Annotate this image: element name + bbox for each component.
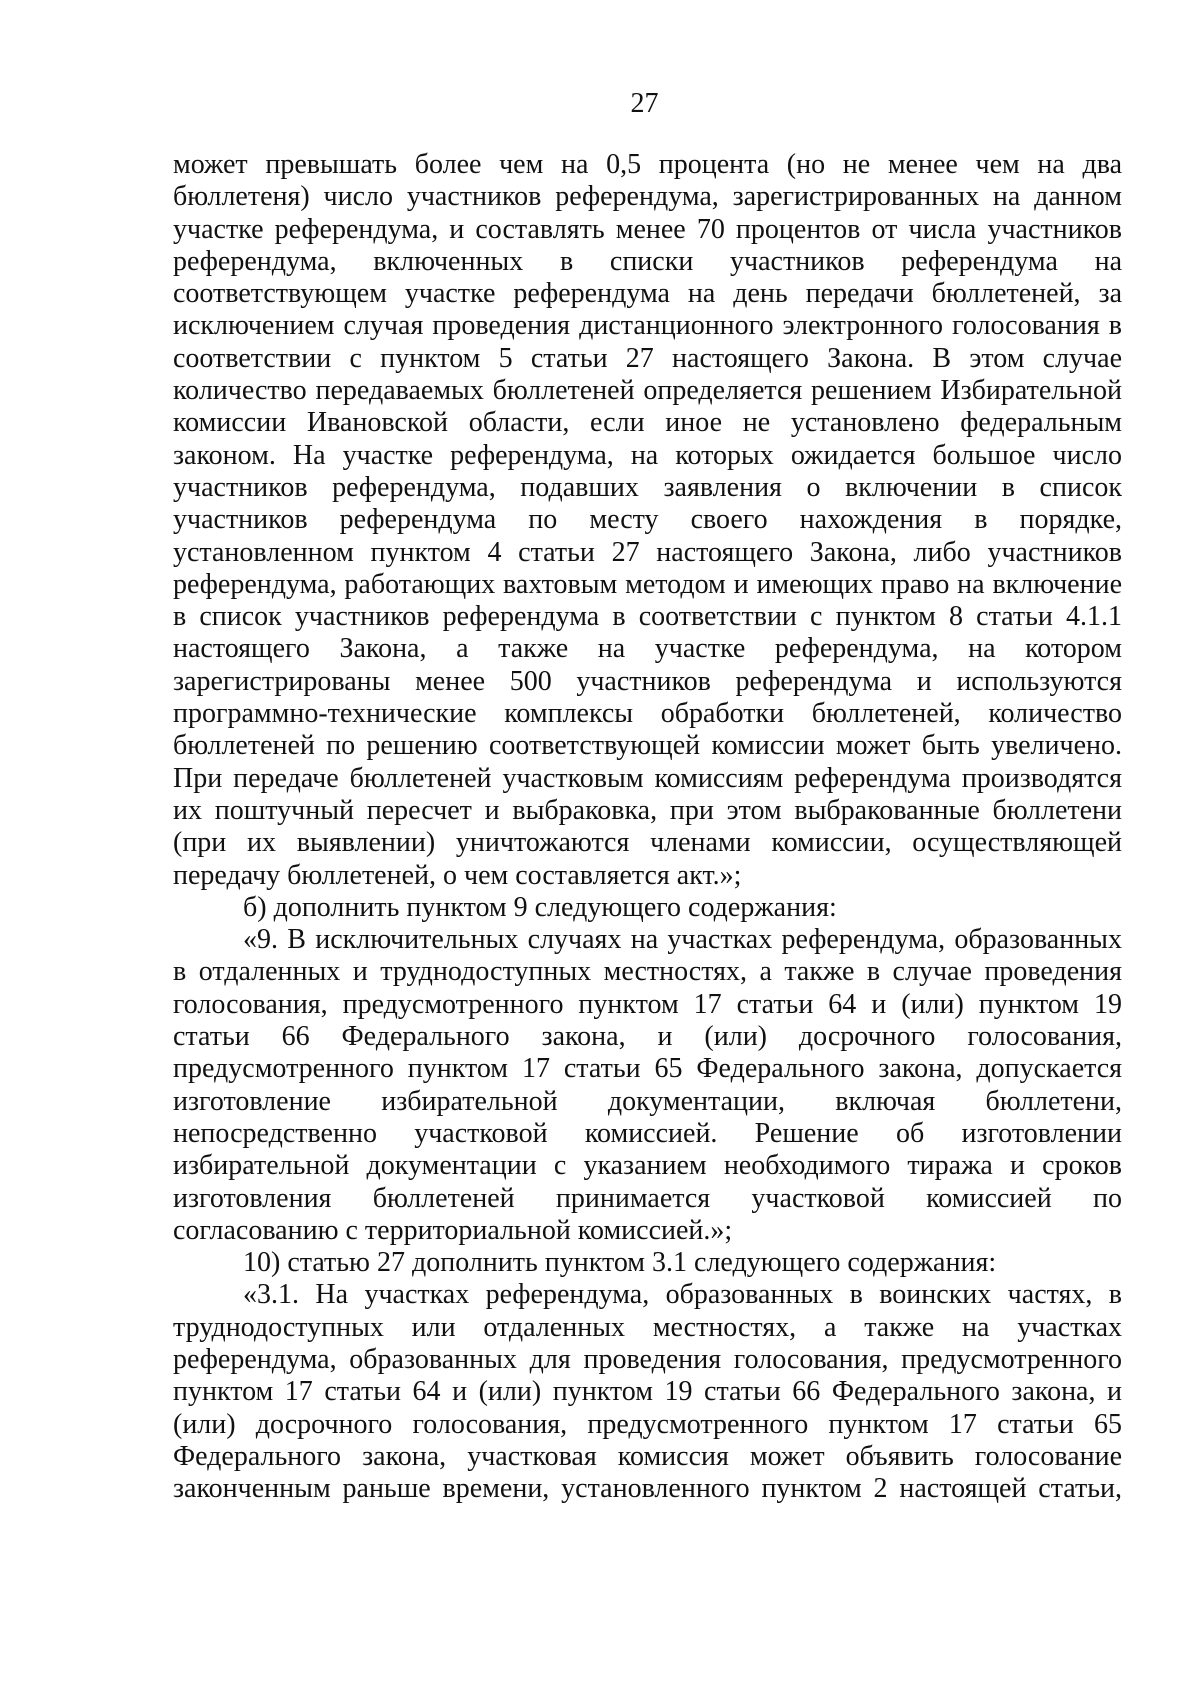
page-number: 27 bbox=[630, 88, 659, 119]
paragraph-clause-9: «9. В исключительных случаях на участках референдума, образованных в отдаленных и труднодоступных местностях, а также в случае проведения голосования, предусмотренного пунктом 17 статьи 64 и (или) пунктом 19 статьи 66 Федерального закона, и (или) досрочного голосования, предусмотренного пунктом 17 статьи 65 Федерального закона, допускается изготовление избирательной документации, включая бюллетени, непосредственно участковой комиссией. Решение об изготовлении избирательной документации с указанием необходимого тиража и сроков изготовления бюллетеней принимается участковой комиссией по согласованию с территориальной комиссией.»; bbox=[173, 924, 1122, 1246]
document-body bbox=[173, 149, 1122, 1505]
paragraph-amendment-10: 10) статью 27 дополнить пунктом 3.1 следующего содержания: bbox=[243, 1247, 997, 1279]
paragraph-amendment-b: б) дополнить пунктом 9 следующего содержания: bbox=[243, 891, 837, 923]
paragraph-clause-3-1: «3.1. На участках референдума, образованных в воинских частях, в труднодоступных или отдаленных местностях, а также на участках референдума, образованных для проведения голосования, предусмотренного пунктом 17 статьи 64 и (или) пунктом 19 статьи 66 Федерального закона, и (или) досрочного голосования, предусмотренного пунктом 17 статьи 65 Федерального закона, участковая комиссия может объявить голосование законченным раньше времени, установленного пунктом 2 настоящей статьи, bbox=[173, 1279, 1122, 1505]
paragraph-continuation: может превышать более чем на 0,5 процента (но не менее чем на два бюллетеня) число участников референдума, зарегистрированных на данном участке референдума, и составлять менее 70 процентов от числа участников референдума, включенных в списки участников референдума на соответствующем участке референдума на день передачи бюллетеней, за исключением случая проведения дистанционного электронного голосования в соответствии с пунктом 5 статьи 27 настоящего Закона. В этом случае количество передаваемых бюллетеней определяется решением Избирательной комиссии Ивановской области, если иное не установлено федеральным законом. На участке референдума, на которых ожидается большое число участников референдума, подавших заявления о включении в список участников референдума по месту своего нахождения в порядке, установленном пунктом 4 статьи 27 настоящего Закона, либо участников референдума, работающих вахтовым методом и имеющих право на включение в список участников референдума в соответствии с пунктом 8 статьи 4.1.1 настоящего Закона, а также на участке референдума, на котором зарегистрированы менее 500 участников референдума и используются программно-технические комплексы обработки бюллетеней, количество бюллетеней по решению соответствующей комиссии может быть увеличено. При передаче бюллетеней участковым комиссиям референдума производятся их поштучный пересчет и выбраковка, при этом выбракованные бюллетени (при их выявлении) уничтожаются членами комиссии, осуществляющей передачу бюллетеней, о чем составляется акт.»; bbox=[173, 149, 1122, 891]
